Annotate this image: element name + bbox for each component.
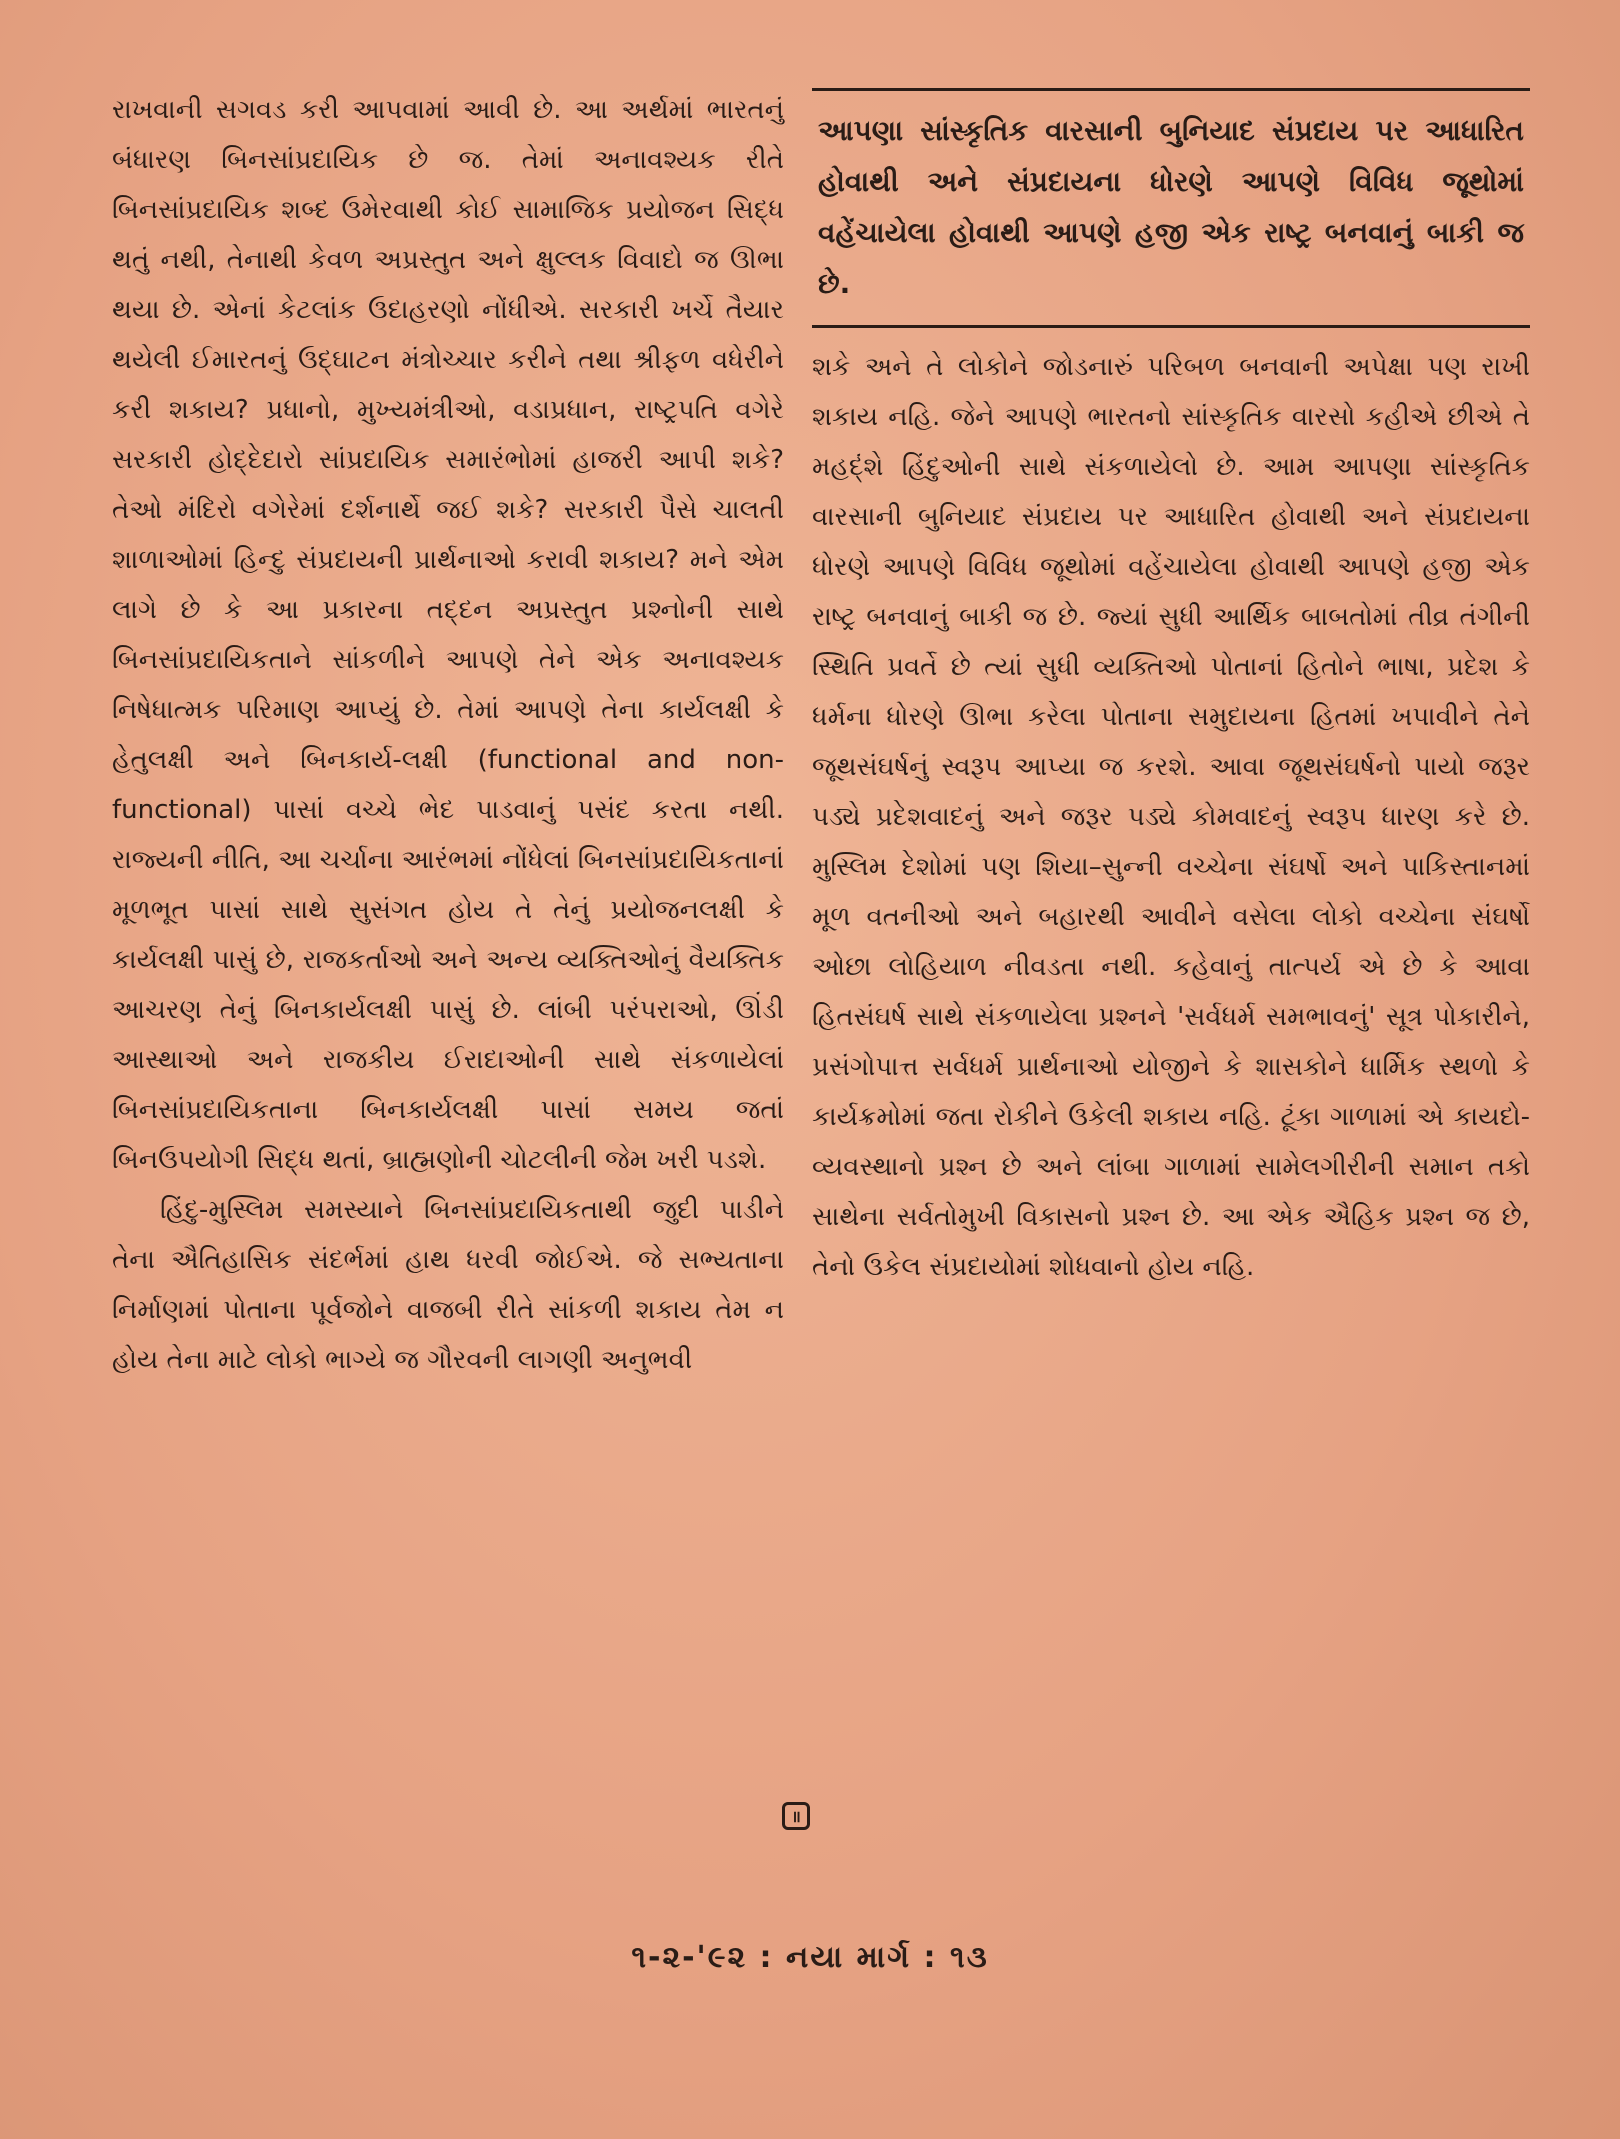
page-footer: ૧-૨-'૯૨ : નયા માર્ગ : ૧૩ <box>631 1940 989 1975</box>
left-paragraph-1: રાખવાની સગવડ કરી આપવામાં આવી છે. આ અર્થમાં ભારતનું બંધારણ બિનસાંપ્રદાયિક છે જ. તેમાં અનાવશ્યક રીતે બિનસાંપ્રદાયિક શબ્દ ઉમેરવાથી કોઈ સામાજિક પ્રયોજન સિદ્ધ થતું નથી, તેનાથી કેવળ અપ્રસ્તુત અને ક્ષુલ્લક વિવાદો જ ઊભા થયા છે. એનાં કેટલાંક ઉદાહરણો નોંધીએ. સરકારી ખર્ચે તૈયાર થયેલી ઈમારતનું ઉદ્ઘાટન મંત્રોચ્ચાર કરીને તથા શ્રીફળ વધેરીને કરી શકાય? પ્રધાનો, મુખ્યમંત્રીઓ, વડાપ્રધાન, રાષ્ટ્રપતિ વગેરે સરકારી હોદ્દેદારો સાંપ્રદાયિક સમારંભોમાં હાજરી આપી શકે? તેઓ મંદિરો વગેરેમાં દર્શનાર્થે જઈ શકે? સરકારી પૈસે ચાલતી શાળાઓમાં હિન્દુ સંપ્રદાયની પ્રાર્થનાઓ કરાવી શકાય? મને એમ લાગે છે કે આ પ્રકારના તદ્દન અપ્રસ્તુત પ્રશ્નોની સાથે બિનસાંપ્રદાયિકતાને સાંકળીને આપણે તેને એક અનાવશ્યક નિષેધાત્મક પરિમાણ આપ્યું છે. તેમાં આપણે તેના કાર્યલક્ષી કે હેતુલક્ષી અને બિનકાર્ય-લક્ષી (functional and non-functional) પાસાં વચ્ચે ભેદ પાડવાનું પસંદ કરતા નથી. રાજ્યની નીતિ, આ ચર્ચાના આરંભમાં નોંધેલાં બિનસાંપ્રદાયિકતાનાં મૂળભૂત પાસાં સાથે સુસંગત હોય તે તેનું પ્રયોજનલક્ષી કે કાર્યલક્ષી પાસું છે, રાજકર્તાઓ અને અન્ય વ્યક્તિઓનું વૈયક્તિક આચરણ તેનું બિનકાર્યલક્ષી પાસું છે. લાંબી પરંપરાઓ, ઊંડી આસ્થાઓ અને રાજકીય ઈરાદાઓની સાથે સંકળાયેલાં બિનસાંપ્રદાયિકતાના બિનકાર્યલક્ષી પાસાં સમય જતાં બિનઉપયોગી સિદ્ધ થતાં, બ્રાહ્મણોની ચોટલીની જેમ ખરી પડશે. <box>112 95 784 1175</box>
right-column <box>812 88 1530 1292</box>
right-paragraph-1: શકે અને તે લોકોને જોડનારું પરિબળ બનવાની અપેક્ષા પણ રાખી શકાય નહિ. જેને આપણે ભારતનો સાંસ્કૃતિક વારસો કહીએ છીએ તે મહદ્ંશે હિંદુઓની સાથે સંકળાયેલો છે. આમ આપણા સાંસ્કૃતિક વારસાની બુનિયાદ સંપ્રદાય પર આધારિત હોવાથી અને સંપ્રદાયના ધોરણે આપણે વિવિધ જૂથોમાં વહેંચાયેલા હોવાથી આપણે હજી એક રાષ્ટ્ર બનવાનું બાકી જ છે. જ્યાં સુધી આર્થિક બાબતોમાં તીવ્ર તંગીની સ્થિતિ પ્રવર્તે છે ત્યાં સુધી વ્યક્તિઓ પોતાનાં હિતોને ભાષા, પ્રદેશ કે ધર્મના ધોરણે ઊભા કરેલા પોતાના સમુદાયના હિતમાં ખપાવીને તેને જૂથસંઘર્ષનું સ્વરૂપ આપ્યા જ કરશે. આવા જૂથસંઘર્ષનો પાયો જરૂર પડ્યે પ્રદેશવાદનું અને જરૂર પડ્યે કોમવાદનું સ્વરૂપ ધારણ કરે છે. મુસ્લિમ દેશોમાં પણ શિયા–સુન્ની વચ્ચેના સંઘર્ષો અને પાકિસ્તાનમાં મૂળ વતનીઓ અને બહારથી આવીને વસેલા લોકો વચ્ચેના સંઘર્ષો ઓછા લોહિયાળ નીવડતા નથી. કહેવાનું તાત્પર્ય એ છે કે આવા હિતસંઘર્ષ સાથે સંકળાયેલા પ્રશ્નને 'સર્વધર્મ સમભાવનું' સૂત્ર પોકારીને, પ્રસંગોપાત્ત સર્વધર્મ પ્રાર્થનાઓ યોજીને કે શાસકોને ધાર્મિક સ્થળો કે કાર્યક્રમોમાં જતા રોકીને ઉકેલી શકાય નહિ. ટૂંકા ગાળામાં એ કાયદો-વ્યવસ્થાનો પ્રશ્ન છે અને લાંબા ગાળામાં સામેલગીરીની સમાન તકો સાથેના સર્વતોમુખી વિકાસનો પ્રશ્ન છે. આ એક ઐહિક પ્રશ્ન જ છે, તેનો ઉકેલ સંપ્રદાયોમાં શોધવાનો હોય નહિ. <box>812 352 1530 1282</box>
section-end-ornament: ॥ <box>782 1802 810 1830</box>
left-paragraph-2: હિંદુ-મુસ્લિમ સમસ્યાને બિનસાંપ્રદાયિકતાથી જુદી પાડીને તેના ઐતિહાસિક સંદર્ભમાં હાથ ધરવી જોઈએ. જે સભ્યતાના નિર્માણમાં પોતાના પૂર્વજોને વાજબી રીતે સાંકળી શકાય તેમ ન હોય તેના માટે લોકો ભાગ્યે જ ગૌરવની લાગણી અનુભવી <box>112 1195 784 1375</box>
pull-quote: આપણા સાંસ્કૃતિક વારસાની બુનિયાદ સંપ્રદાય પર આધારિત હોવાથી અને સંપ્રદાયના ધોરણે આપણે વિવિધ જૂથોમાં વહેંચાયેલા હોવાથી આપણે હજી એક રાષ્ટ્ર બનવાનું બાકી જ છે. <box>812 88 1530 328</box>
left-column <box>112 85 784 1385</box>
